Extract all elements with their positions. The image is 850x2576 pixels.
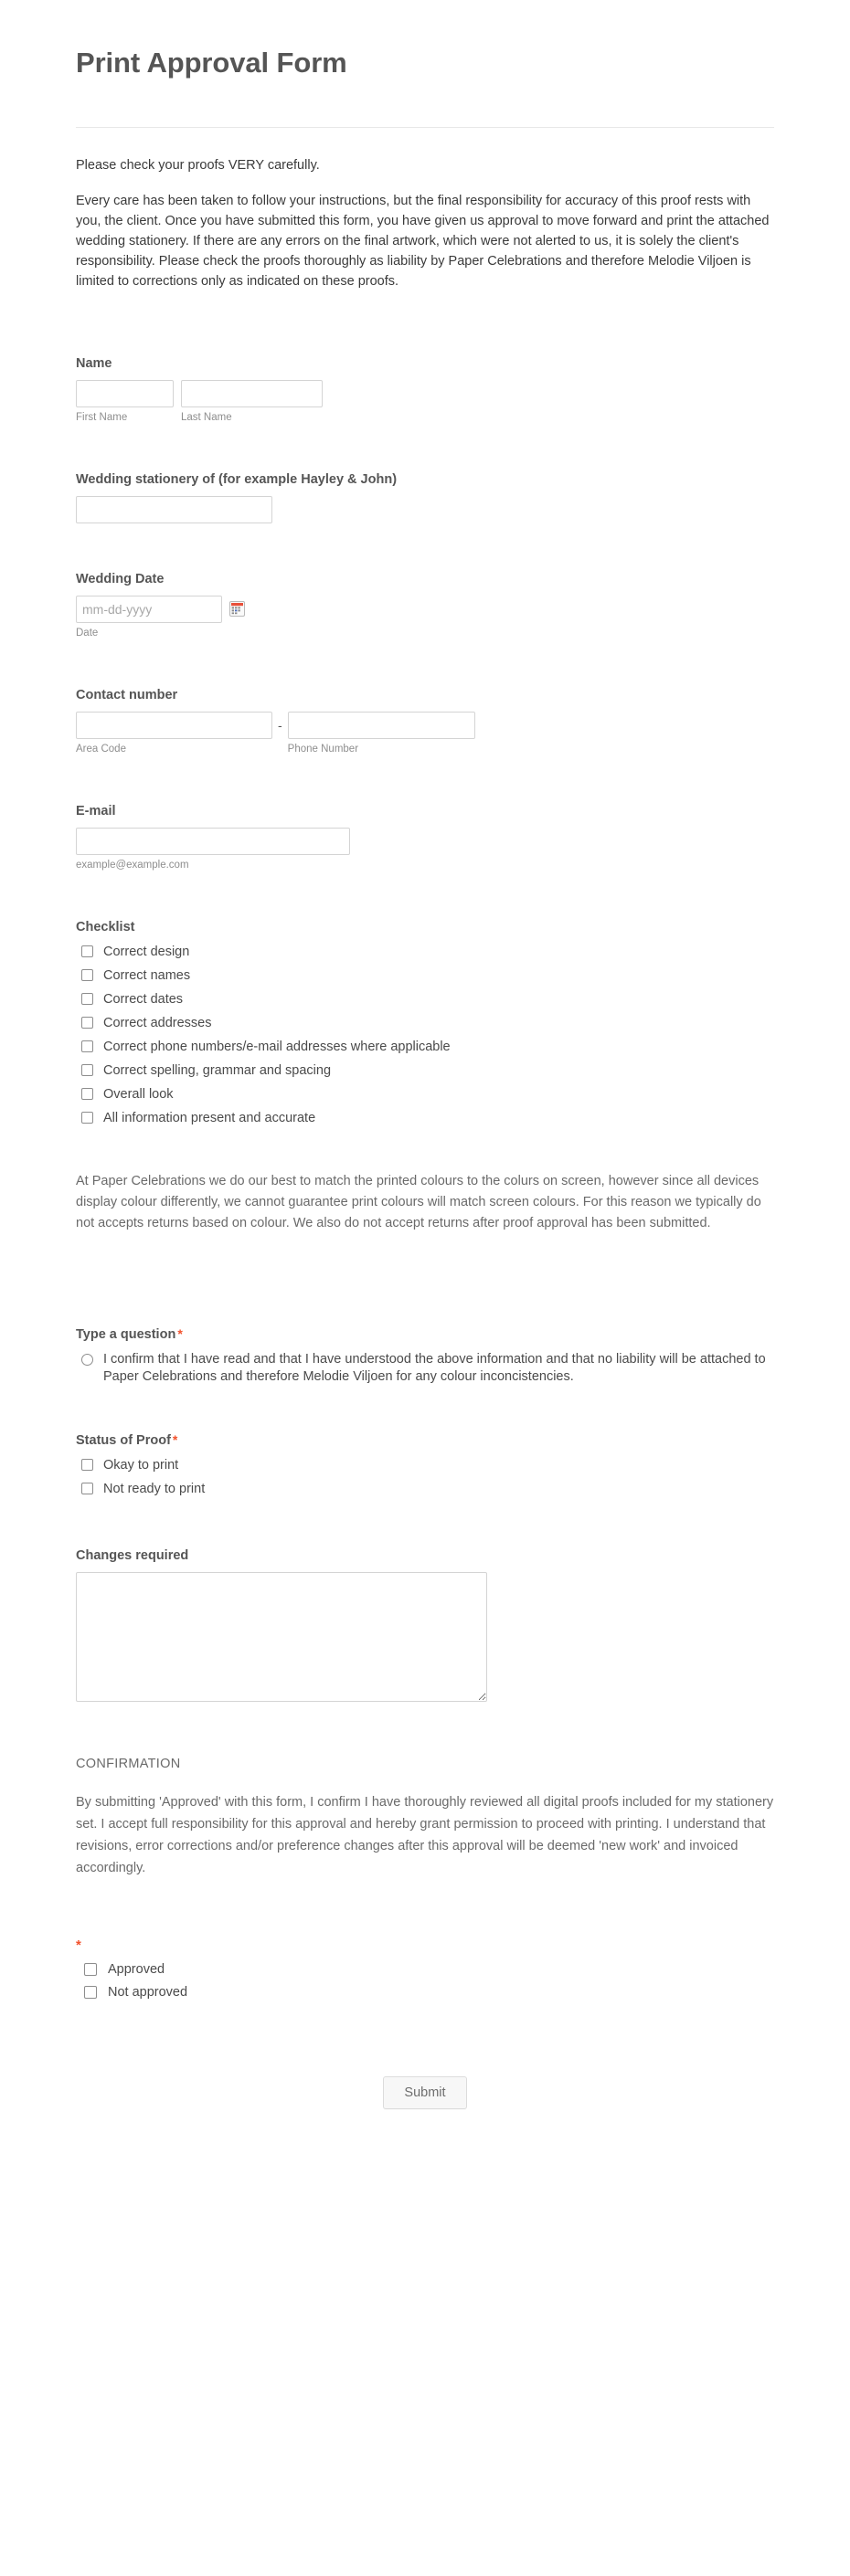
field-stationery bbox=[76, 471, 774, 523]
required-asterisk: * bbox=[172, 1432, 178, 1448]
spacer bbox=[76, 899, 774, 919]
spacer bbox=[76, 551, 774, 571]
spacer bbox=[76, 322, 774, 355]
checklist-item[interactable] bbox=[76, 944, 774, 961]
intro-block bbox=[76, 155, 774, 291]
intro-paragraph-2: Every care has been taken to follow your instructions, but the final responsibility for accuracy of this proof rests with you, the client. Once you have submitted this form, you have given us approval to move forward and print the attached wedding stationery. If there are any errors on the final artwork, which were not alerted to us, it is solely the client's responsibility. Please check the proofs thoroughly as liability by Paper Celebrations and therefore Melodie Viljoen is limited to corrections only as indicated on these proofs. bbox=[76, 194, 770, 290]
field-wedding-date bbox=[76, 571, 774, 639]
checklist-item[interactable] bbox=[76, 991, 774, 1008]
stationery-label: Wedding stationery of (for example Hayley & John) bbox=[76, 472, 398, 488]
status-option[interactable] bbox=[76, 1457, 774, 1474]
calendar-icon[interactable] bbox=[229, 601, 245, 617]
checklist-options bbox=[76, 944, 774, 1127]
spacer bbox=[76, 1526, 774, 1547]
required-asterisk: * bbox=[76, 1937, 81, 1954]
confirmation-heading: CONFIRMATION bbox=[76, 1757, 181, 1772]
email-input[interactable] bbox=[76, 828, 350, 855]
status-of-proof-label-text: Status of Proof bbox=[76, 1433, 171, 1449]
approval-option[interactable] bbox=[76, 1961, 774, 1979]
stationery-input[interactable] bbox=[76, 496, 272, 523]
status-option[interactable] bbox=[76, 1481, 774, 1498]
field-contact-number bbox=[76, 687, 774, 755]
status-option-label: Okay to print bbox=[103, 1458, 179, 1473]
radio-icon[interactable] bbox=[81, 1354, 93, 1366]
first-name-col bbox=[76, 380, 174, 424]
checklist-item[interactable] bbox=[76, 967, 774, 985]
first-name-input[interactable] bbox=[76, 380, 174, 407]
spacer bbox=[76, 1413, 774, 1431]
field-approval bbox=[76, 1937, 774, 2001]
approval-options bbox=[76, 1961, 774, 2001]
status-of-proof-options bbox=[76, 1457, 774, 1498]
radio-option[interactable] bbox=[76, 1351, 774, 1386]
checkbox-icon[interactable] bbox=[81, 945, 93, 957]
colour-note-block bbox=[76, 1171, 774, 1234]
checklist-item-label: Correct names bbox=[103, 968, 191, 984]
contact-number-label: Contact number bbox=[76, 688, 178, 703]
checkbox-icon[interactable] bbox=[84, 1963, 97, 1976]
checkbox-icon[interactable] bbox=[81, 1088, 93, 1100]
type-a-question-options bbox=[76, 1351, 774, 1386]
colour-note-text: At Paper Celebrations we do our best to match the printed colours to the colurs on screen, however since all devices display colour differently, we cannot guarantee print colours will match screen colours. For this reason we typically do not accepts returns based on colour. We also do not accept returns after proof approval has been submitted. bbox=[76, 1174, 761, 1231]
wedding-date-row bbox=[76, 596, 774, 639]
area-code-sublabel: Area Code bbox=[76, 744, 126, 755]
field-status-of-proof bbox=[76, 1431, 774, 1498]
submit-button[interactable]: Submit bbox=[383, 2076, 466, 2109]
email-label: E-mail bbox=[76, 804, 116, 819]
checklist-item[interactable] bbox=[76, 1110, 774, 1127]
checklist-item-label: Correct dates bbox=[103, 992, 184, 1008]
page-title: Print Approval Form bbox=[76, 47, 347, 79]
field-checklist bbox=[76, 919, 774, 1127]
name-row bbox=[76, 380, 774, 424]
checklist-item[interactable] bbox=[76, 1015, 774, 1032]
spacer bbox=[76, 783, 774, 803]
checklist-item-label: Correct phone numbers/e-mail addresses where applicable bbox=[103, 1040, 451, 1055]
email-col bbox=[76, 828, 774, 871]
spacer bbox=[76, 1271, 774, 1325]
field-name bbox=[76, 355, 774, 424]
changes-required-textarea[interactable] bbox=[76, 1572, 487, 1702]
phone-number-col bbox=[288, 712, 475, 755]
spacer bbox=[76, 667, 774, 687]
last-name-sublabel: Last Name bbox=[181, 412, 232, 424]
checklist-item-label: Correct spelling, grammar and spacing bbox=[103, 1063, 332, 1079]
form-header bbox=[32, 33, 818, 103]
field-email bbox=[76, 803, 774, 871]
name-label: Name bbox=[76, 356, 112, 372]
wedding-date-col bbox=[76, 596, 222, 639]
type-a-question-label-text: Type a question bbox=[76, 1327, 176, 1343]
checkbox-icon[interactable] bbox=[81, 1040, 93, 1052]
area-code-input[interactable] bbox=[76, 712, 272, 739]
phone-number-sublabel: Phone Number bbox=[287, 744, 359, 755]
intro-paragraph-1: Please check your proofs VERY carefully. bbox=[76, 158, 320, 174]
approval-option[interactable] bbox=[76, 1984, 774, 2001]
wedding-date-input[interactable] bbox=[76, 596, 222, 623]
changes-required-label: Changes required bbox=[76, 1548, 189, 1564]
checklist-item-label: Correct design bbox=[103, 945, 190, 960]
checkbox-icon[interactable] bbox=[81, 993, 93, 1005]
type-a-question-label bbox=[76, 1325, 774, 1343]
form-body bbox=[32, 128, 818, 2164]
checklist-item-label: All information present and accurate bbox=[103, 1111, 316, 1126]
checklist-item-label: Correct addresses bbox=[103, 1016, 212, 1031]
spacer bbox=[76, 1905, 774, 1937]
checkbox-icon[interactable] bbox=[81, 1064, 93, 1076]
approval-option-label: Not approved bbox=[108, 1985, 188, 2001]
checklist-label: Checklist bbox=[76, 920, 135, 935]
field-type-a-question bbox=[76, 1325, 774, 1386]
radio-option-label: I confirm that I have read and that I have understood the above information and that no liability will be attached to Paper Celebrations and therefore Melodie Viljoen for any colour inconcistencies. bbox=[103, 1352, 766, 1385]
confirmation-block bbox=[76, 1757, 774, 1879]
phone-number-input[interactable] bbox=[288, 712, 475, 739]
checklist-item[interactable] bbox=[76, 1086, 774, 1103]
first-name-sublabel: First Name bbox=[76, 412, 128, 424]
area-code-col bbox=[76, 712, 272, 755]
form-container bbox=[32, 0, 818, 2164]
spacer bbox=[76, 451, 774, 471]
status-of-proof-label bbox=[76, 1431, 774, 1449]
checklist-item[interactable] bbox=[76, 1062, 774, 1080]
email-sublabel: example@example.com bbox=[76, 860, 189, 871]
phone-separator: - bbox=[278, 718, 282, 734]
last-name-col bbox=[181, 380, 323, 424]
field-changes-required bbox=[76, 1547, 774, 1706]
approval-option-label: Approved bbox=[108, 1962, 165, 1978]
checkbox-icon[interactable] bbox=[81, 1459, 93, 1471]
last-name-input[interactable] bbox=[181, 380, 323, 407]
checklist-item[interactable] bbox=[76, 1039, 774, 1056]
checkbox-icon[interactable] bbox=[84, 1986, 97, 1999]
checkbox-icon[interactable] bbox=[81, 1483, 93, 1494]
checkbox-icon[interactable] bbox=[81, 1112, 93, 1124]
wedding-date-sublabel: Date bbox=[76, 628, 99, 639]
submit-area bbox=[76, 2029, 774, 2164]
confirmation-text: By submitting 'Approved' with this form, I confirm I have thoroughly reviewed all digital proofs included for my stationery set. I accept full responsibility for this approval and hereby grant permission to proceed with printing. I understand that revisions, error corrections and/or preference changes after this approval will be deemed 'new work' and invoiced accordingly. bbox=[76, 1795, 774, 1876]
checklist-item-label: Overall look bbox=[103, 1087, 174, 1103]
status-option-label: Not ready to print bbox=[103, 1482, 206, 1497]
wedding-date-label: Wedding Date bbox=[76, 572, 165, 587]
required-asterisk: * bbox=[177, 1326, 183, 1342]
checkbox-icon[interactable] bbox=[81, 1017, 93, 1029]
checkbox-icon[interactable] bbox=[81, 969, 93, 981]
contact-number-row bbox=[76, 712, 774, 755]
